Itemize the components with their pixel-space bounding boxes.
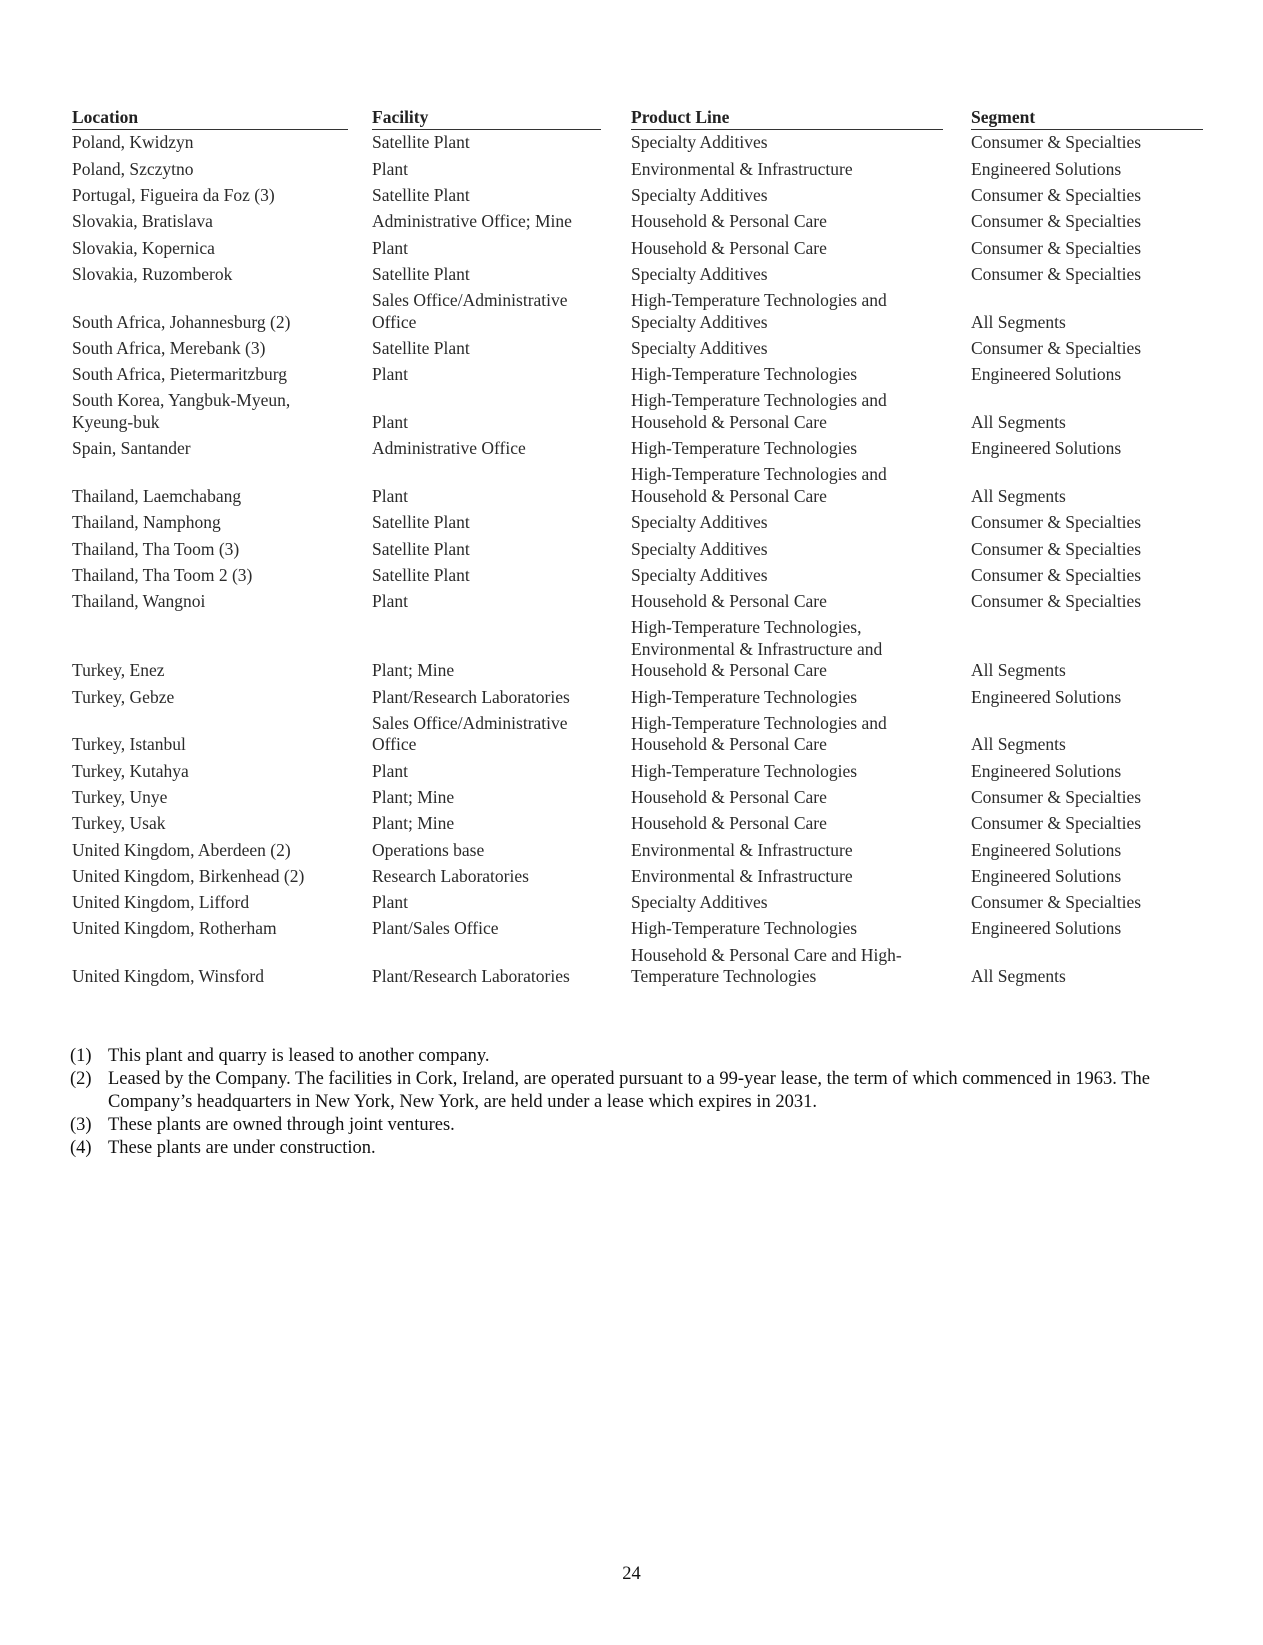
product-line-cell: Specialty Additives	[631, 538, 768, 559]
location-cell: South Africa, Merebank (3)	[72, 337, 266, 358]
footnotes	[70, 1045, 1195, 1160]
product-line-cell: Specialty Additives	[631, 263, 768, 284]
segment-cell: Engineered Solutions	[971, 686, 1122, 707]
location-cell: South Africa, Johannesburg (2)	[72, 311, 291, 332]
facility-cell: Administrative Office	[372, 438, 526, 459]
table-body	[70, 130, 1195, 990]
facility-cell: Satellite Plant	[372, 263, 470, 284]
segment-cell: Engineered Solutions	[971, 158, 1122, 179]
footnote	[70, 1114, 1195, 1137]
segment-cell: Consumer & Specialties	[971, 591, 1142, 612]
location-cell: Turkey, Kutahya	[72, 760, 189, 781]
location-cell: Portugal, Figueira da Foz (3)	[72, 184, 275, 205]
footnote	[70, 1068, 1195, 1114]
product-line-cell: Household & Personal Care	[631, 787, 827, 808]
product-line-cell: Specialty Additives	[631, 892, 768, 913]
segment-cell: All Segments	[971, 734, 1066, 755]
table-row	[70, 863, 1195, 889]
segment-cell: Consumer & Specialties	[971, 184, 1142, 205]
product-line-cell: High-Temperature Technologies	[631, 438, 858, 459]
table-row	[70, 942, 1195, 990]
product-line-cell: Household & Personal Care	[631, 237, 827, 258]
table-row	[70, 536, 1195, 562]
segment-cell: Consumer & Specialties	[971, 538, 1142, 559]
facility-cell: Research Laboratories	[372, 865, 529, 886]
location-cell: Turkey, Unye	[72, 787, 168, 808]
product-line-cell: High-Temperature Technologies and Household & Personal Care	[631, 464, 887, 506]
facility-cell: Satellite Plant	[372, 337, 470, 358]
table-row	[70, 261, 1195, 287]
location-cell: Thailand, Wangnoi	[72, 591, 206, 612]
location-cell: Turkey, Gebze	[72, 686, 175, 707]
location-cell: Slovakia, Ruzomberok	[72, 263, 233, 284]
product-line-cell: High-Temperature Technologies	[631, 686, 858, 707]
segment-cell: Engineered Solutions	[971, 438, 1122, 459]
table-row	[70, 510, 1195, 536]
segment-cell: Engineered Solutions	[971, 364, 1122, 385]
table-row	[70, 156, 1195, 182]
facility-cell: Plant	[372, 158, 408, 179]
facility-cell: Satellite Plant	[372, 132, 470, 153]
location-cell: Thailand, Laemchabang	[72, 485, 242, 506]
location-cell: Spain, Santander	[72, 438, 191, 459]
segment-cell: All Segments	[971, 485, 1066, 506]
location-cell: Slovakia, Kopernica	[72, 237, 215, 258]
facility-cell: Satellite Plant	[372, 184, 470, 205]
facility-cell: Satellite Plant	[372, 512, 470, 533]
table-row	[70, 288, 1195, 336]
facility-cell: Satellite Plant	[372, 564, 470, 585]
location-cell: Thailand, Namphong	[72, 512, 221, 533]
product-line-cell: High-Temperature Technologies and Household & Personal Care	[631, 390, 887, 432]
segment-cell: Engineered Solutions	[971, 839, 1122, 860]
footnote	[70, 1137, 1195, 1160]
segment-cell: All Segments	[971, 311, 1066, 332]
product-line-cell: High-Temperature Technologies, Environmental & Infrastructure and Household & Personal Care	[631, 617, 883, 681]
segment-cell: Consumer & Specialties	[971, 787, 1142, 808]
table-row	[70, 811, 1195, 837]
table-row	[70, 684, 1195, 710]
table-row	[70, 388, 1195, 436]
table-row	[70, 335, 1195, 361]
product-line-cell: Specialty Additives	[631, 184, 768, 205]
table-row	[70, 462, 1195, 510]
segment-cell: All Segments	[971, 966, 1066, 987]
column-header-location: Location	[70, 104, 370, 130]
table-row	[70, 916, 1195, 942]
table-row	[70, 837, 1195, 863]
column-header-product-line: Product Line	[629, 104, 969, 130]
table-row	[70, 562, 1195, 588]
segment-cell: Consumer & Specialties	[971, 564, 1142, 585]
product-line-cell: Specialty Additives	[631, 564, 768, 585]
footnote-number: (1)	[70, 1046, 92, 1066]
facility-cell: Administrative Office; Mine	[372, 211, 572, 232]
footnote	[70, 1045, 1195, 1068]
footnote-number: (2)	[70, 1069, 92, 1089]
facility-cell: Sales Office/Administrative Office	[372, 712, 568, 755]
product-line-cell: Environmental & Infrastructure	[631, 158, 853, 179]
segment-cell: All Segments	[971, 660, 1066, 681]
facility-cell: Plant/Research Laboratories	[372, 686, 570, 707]
product-line-cell: High-Temperature Technologies and Specialty Additives	[631, 290, 887, 332]
segment-cell: Consumer & Specialties	[971, 237, 1142, 258]
facility-cell: Plant	[372, 485, 408, 506]
location-cell: United Kingdom, Lifford	[72, 892, 250, 913]
location-cell: South Korea, Yangbuk-Myeun, Kyeung-buk	[72, 390, 291, 432]
facility-cell: Plant	[372, 411, 408, 432]
facility-cell: Plant/Sales Office	[372, 918, 499, 939]
facility-cell: Plant; Mine	[372, 660, 455, 681]
product-line-cell: Environmental & Infrastructure	[631, 865, 853, 886]
table-row	[70, 130, 1195, 156]
product-line-cell: High-Temperature Technologies	[631, 364, 858, 385]
table-row	[70, 758, 1195, 784]
table-row	[70, 589, 1195, 615]
segment-cell: Consumer & Specialties	[971, 892, 1142, 913]
footnote-text: These plants are owned through joint ventures.	[108, 1115, 455, 1135]
facility-cell: Operations base	[372, 839, 485, 860]
footnote-text: Leased by the Company. The facilities in Cork, Ireland, are operated pursuant to a 99-year lease, the term of which commenced in 1963. The Company’s headquarters in New York, New York, are held under a lease which expires in 2031.	[108, 1069, 1150, 1112]
column-header-facility: Facility	[370, 104, 629, 130]
facility-cell: Plant	[372, 364, 408, 385]
table-row	[70, 890, 1195, 916]
product-line-cell: Specialty Additives	[631, 337, 768, 358]
footnote-number: (3)	[70, 1115, 92, 1135]
table-row	[70, 785, 1195, 811]
facility-cell: Satellite Plant	[372, 538, 470, 559]
location-cell: United Kingdom, Rotherham	[72, 918, 277, 939]
segment-cell: Consumer & Specialties	[971, 132, 1142, 153]
footnote-number: (4)	[70, 1138, 92, 1158]
table-row	[70, 183, 1195, 209]
product-line-cell: Household & Personal Care and High- Temperature Technologies	[631, 944, 902, 987]
properties-table	[70, 104, 1195, 990]
segment-cell: Consumer & Specialties	[971, 813, 1142, 834]
location-cell: Turkey, Usak	[72, 813, 166, 834]
product-line-cell: High-Temperature Technologies	[631, 918, 858, 939]
location-cell: South Africa, Pietermaritzburg	[72, 364, 287, 385]
location-cell: Thailand, Tha Toom (3)	[72, 538, 240, 559]
location-cell: United Kingdom, Aberdeen (2)	[72, 839, 291, 860]
product-line-cell: Environmental & Infrastructure	[631, 839, 853, 860]
location-cell: United Kingdom, Winsford	[72, 966, 264, 987]
segment-cell: Engineered Solutions	[971, 865, 1122, 886]
facility-cell: Sales Office/Administrative Office	[372, 290, 568, 332]
facility-cell: Plant/Research Laboratories	[372, 966, 570, 987]
table-row	[70, 209, 1195, 235]
column-header-segment: Segment	[969, 104, 1195, 130]
location-cell: Turkey, Enez	[72, 660, 165, 681]
location-cell: Thailand, Tha Toom 2 (3)	[72, 564, 253, 585]
footnote-text: These plants are under construction.	[108, 1138, 376, 1158]
product-line-cell: Household & Personal Care	[631, 813, 827, 834]
segment-cell: Consumer & Specialties	[971, 263, 1142, 284]
product-line-cell: High-Temperature Technologies and Household & Personal Care	[631, 712, 887, 755]
table-row	[70, 362, 1195, 388]
product-line-cell: High-Temperature Technologies	[631, 760, 858, 781]
table-header-row	[70, 104, 1195, 130]
segment-cell: All Segments	[971, 411, 1066, 432]
table-row	[70, 615, 1195, 684]
product-line-cell: Household & Personal Care	[631, 211, 827, 232]
table-row	[70, 711, 1195, 759]
product-line-cell: Specialty Additives	[631, 512, 768, 533]
facility-cell: Plant; Mine	[372, 787, 455, 808]
segment-cell: Engineered Solutions	[971, 760, 1122, 781]
footnote-text: This plant and quarry is leased to another company.	[108, 1046, 490, 1066]
product-line-cell: Household & Personal Care	[631, 591, 827, 612]
location-cell: Poland, Kwidzyn	[72, 132, 194, 153]
facility-cell: Plant	[372, 760, 408, 781]
location-cell: United Kingdom, Birkenhead (2)	[72, 865, 305, 886]
product-line-cell: Specialty Additives	[631, 132, 768, 153]
page-number: 24	[622, 1564, 641, 1584]
table-row	[70, 436, 1195, 462]
facility-cell: Plant	[372, 237, 408, 258]
segment-cell: Consumer & Specialties	[971, 211, 1142, 232]
facility-cell: Plant	[372, 591, 408, 612]
facility-cell: Plant	[372, 892, 408, 913]
table-row	[70, 235, 1195, 261]
facility-cell: Plant; Mine	[372, 813, 455, 834]
location-cell: Slovakia, Bratislava	[72, 211, 213, 232]
location-cell: Turkey, Istanbul	[72, 734, 186, 755]
location-cell: Poland, Szczytno	[72, 158, 194, 179]
segment-cell: Consumer & Specialties	[971, 512, 1142, 533]
segment-cell: Engineered Solutions	[971, 918, 1122, 939]
segment-cell: Consumer & Specialties	[971, 337, 1142, 358]
